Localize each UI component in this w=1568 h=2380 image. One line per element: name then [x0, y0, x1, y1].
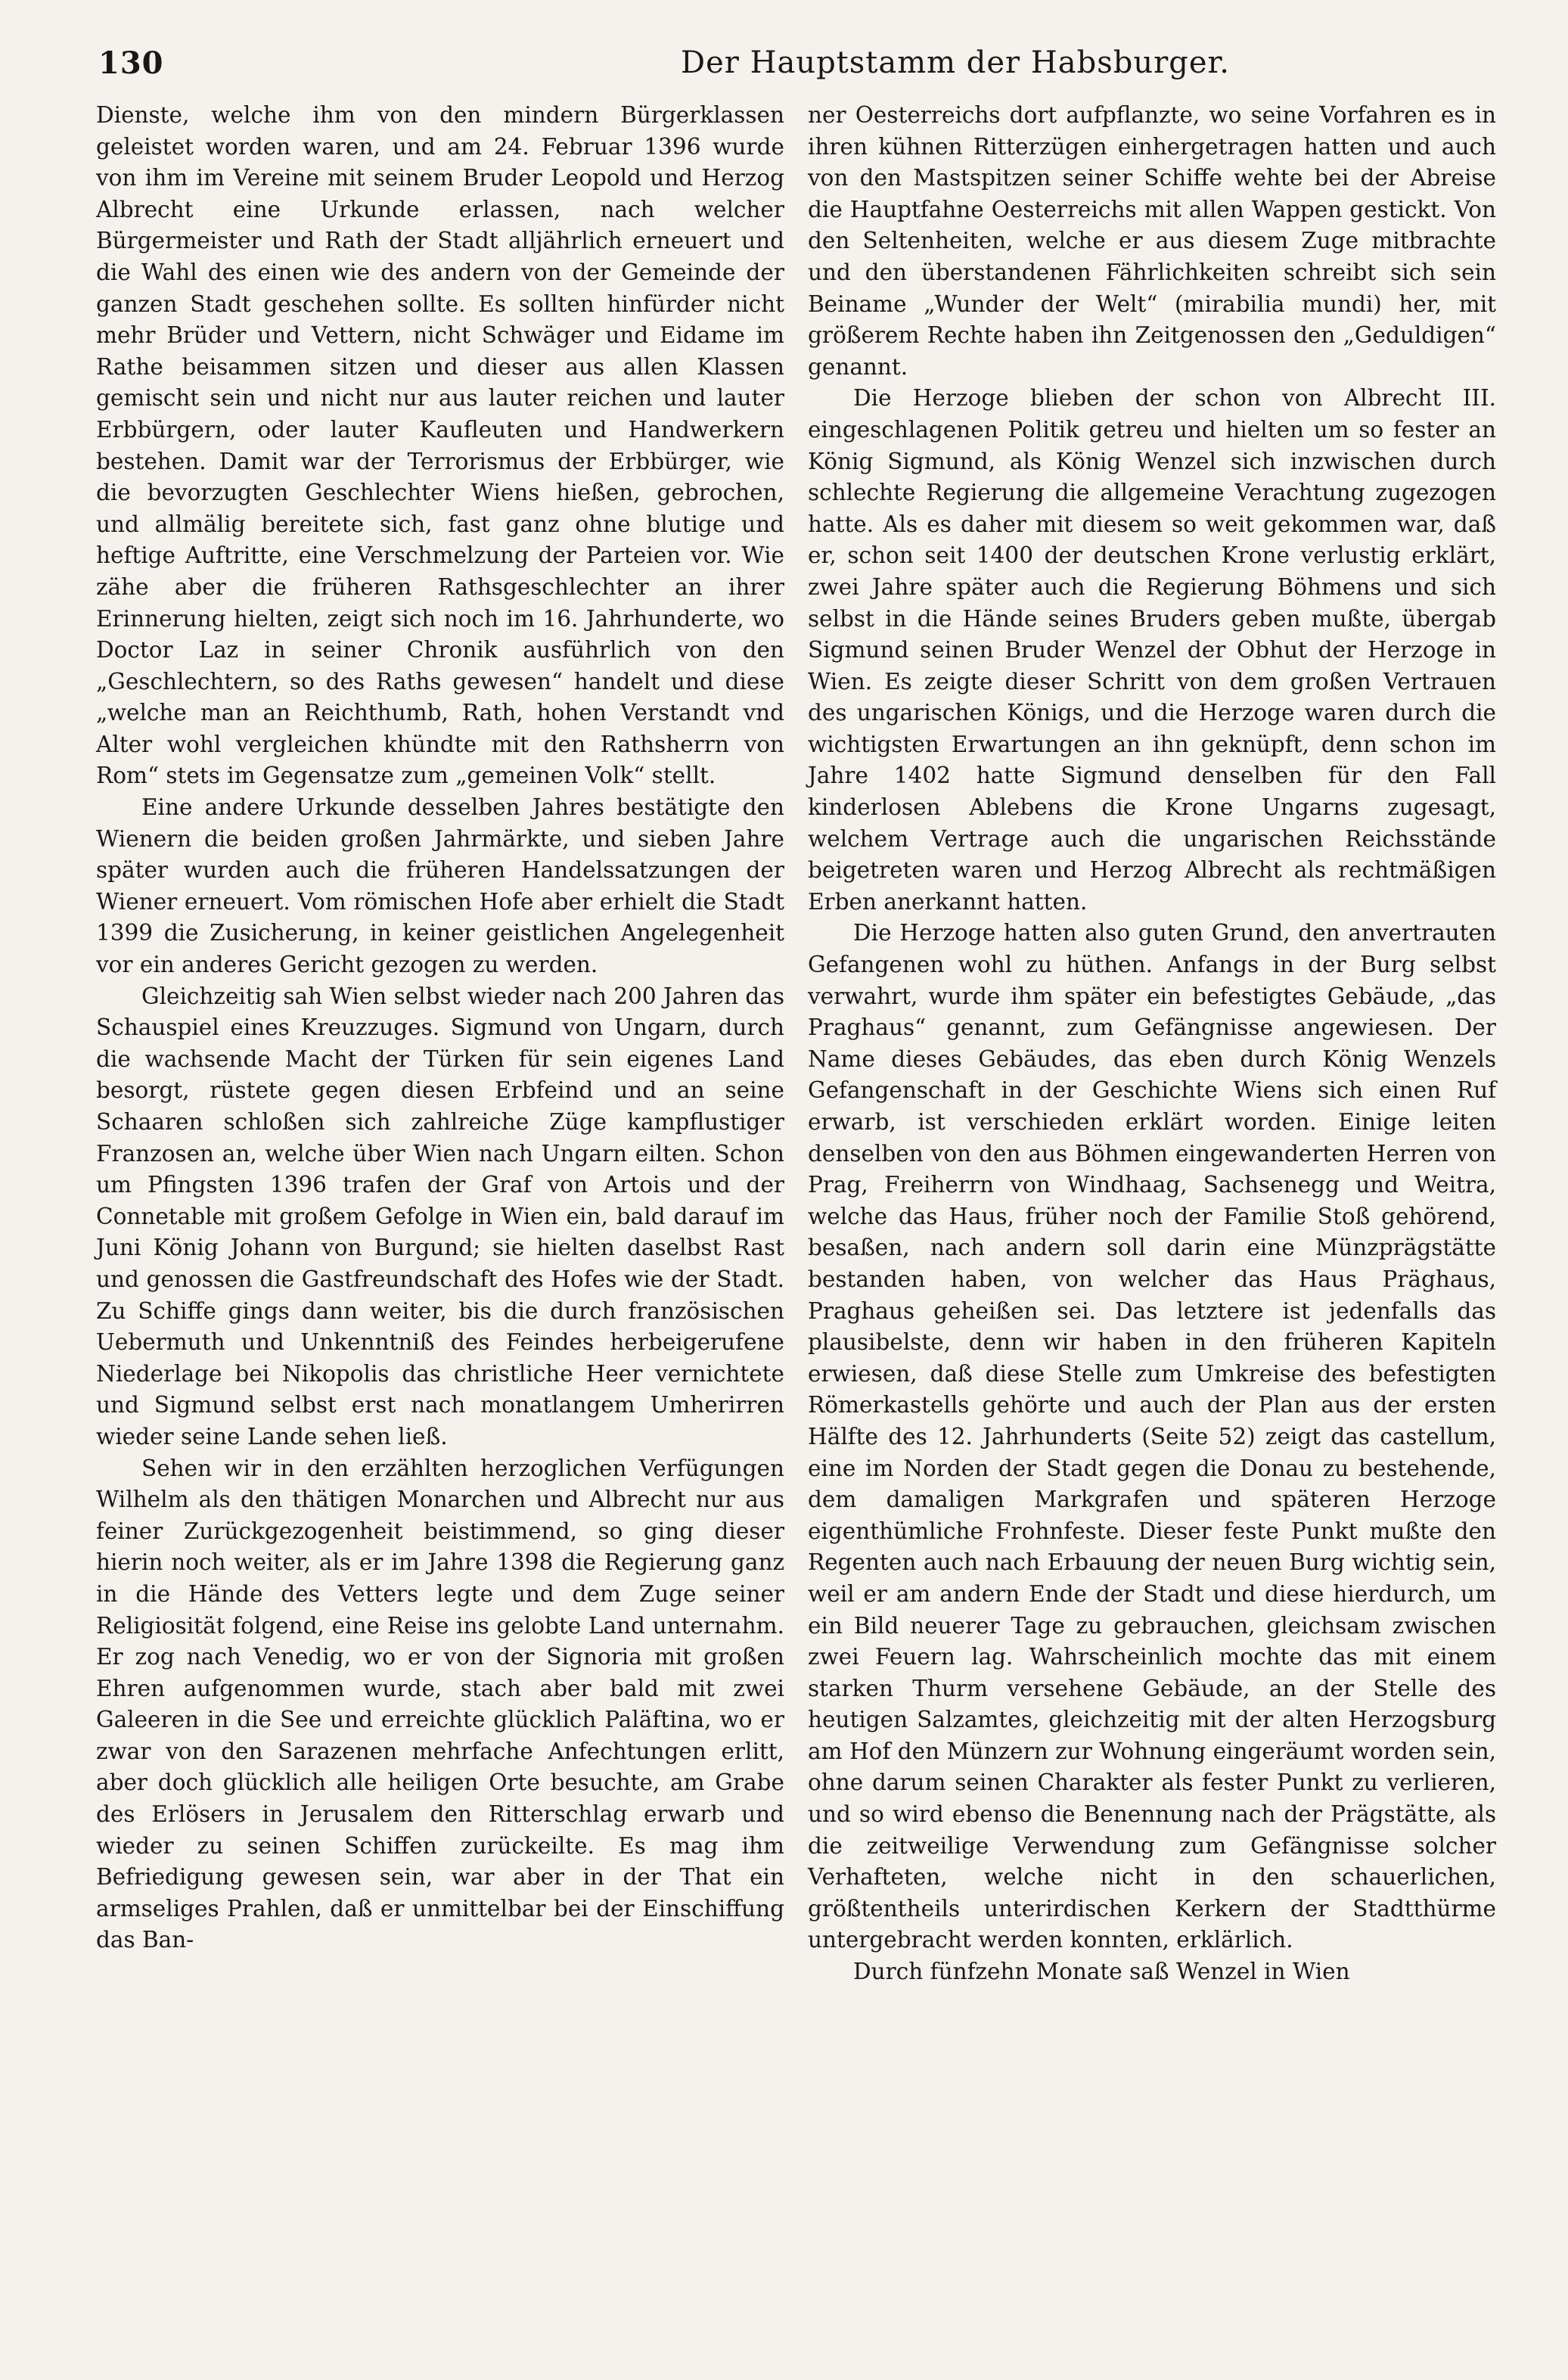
paragraph: Sehen wir in den erzählten herzoglichen Verfügungen Wilhelm als den thätigen Monarchen und Albrecht nur aus feiner Zurückgezogenheit beistimmend, so ging dieser hierin noch weiter, als er im Jahre 1398 die Regierung ganz in die Hände des Vetters legte und dem Zuge seiner Religiosität folgend, eine Reise ins gelobte Land unternahm. Er zog nach Venedig, wo er von der Signoria mit großen Ehren aufgenommen wurde, stach aber bald mit zwei Galeeren in die See und erreichte glücklich Paläftina, wo er zwar von den Sarazenen mehrfache Anfechtungen erlitt, aber doch glücklich alle heiligen Orte besuchte, am Grabe des Erlösers in Jerusalem den Ritterschlag erwarb und wieder zu seinen Schiffen zurückeilte. Es mag ihm Befriedigung gewesen sein, war aber in der That ein armseliges Prahlen, daß er unmittelbar bei der Einschiffung das Ban- [96, 1455, 784, 1953]
paragraph: ner Oesterreichs dort aufpflanzte, wo seine Vorfahren es in ihren kühnen Ritterzügen einhergetragen hatten und auch von den Mastspitzen seiner Schiffe wehte bei der Abreise die Hauptfahne Oesterreichs mit allen Wappen gestickt. Von den Seltenheiten, welche er aus diesem Zuge mitbrachte und den überstandenen Fährlichkeiten schreibt sich sein Beiname „Wunder der Welt“ (mirabilia mundi) her, mit größerem Rechte haben ihn Zeitgenossen den „Geduldigen“ genannt. [808, 102, 1496, 380]
paragraph: Dienste, welche ihm von den mindern Bürgerklassen geleistet worden waren, und am 24. Februar 1396 wurde von ihm im Vereine mit seinem Bruder Leopold und Herzog Albrecht eine Urkunde erlassen, nach welcher Bürgermeister und Rath der Stadt alljährlich erneuert und die Wahl des einen wie des andern von der Gemeinde der ganzen Stadt geschehen sollte. Es sollten hinfürder nicht mehr Brüder und Vettern, nicht Schwäger und Eidame im Rathe beisammen sitzen und dieser aus allen Klassen gemischt sein und nicht nur aus lauter reichen und lauter Erbbürgern, oder lauter Kaufleuten und Handwerkern bestehen. Damit war der Terrorismus der Erbbürger, wie die bevorzugten Geschlechter Wiens hießen, gebrochen, und allmälig bereitete sich, fast ganz ohne blutige und heftige Auftritte, eine Verschmelzung der Parteien vor. Wie zähe aber die früheren Rathsgeschlechter an ihrer Erinnerung hielten, zeigt sich noch im 16. Jahrhunderte, wo Doctor Laz in seiner Chronik ausführlich von den „Geschlechtern, so des Raths gewesen“ handelt und diese „welche man an Reichthumb, Rath, hohen Verstandt vnd Alter wohl vergleichen khündte mit den Rathsherrn von Rom“ stets im Gegensatze zum „gemeinen Volk“ stellt. [96, 102, 784, 789]
paragraph: Gleichzeitig sah Wien selbst wieder nach 200 Jahren das Schauspiel eines Kreuzzuges. Sigmund von Ungarn, durch die wachsende Macht der Türken für sein eigenes Land besorgt, rüstete gegen diesen Erbfeind und an seine Schaaren schloßen sich zahlreiche Züge kampflustiger Franzosen an, welche über Wien nach Ungarn eilten. Schon um Pfingsten 1396 trafen der Graf von Artois und der Connetable mit großem Gefolge in Wien ein, bald darauf im Juni König Johann von Burgund; sie hielten daselbst Rast und genossen die Gastfreundschaft des Hofes wie der Stadt. Zu Schiffe gings dann weiter, bis die durch französischen Uebermuth und Unkenntniß des Feindes herbeigerufene Niederlage bei Nikopolis das christliche Heer vernichtete und Sigmund selbst erst nach monatlangem Umherirren wieder seine Lande sehen ließ. [96, 983, 784, 1449]
running-title: Der Hauptstamm der Habsburger. [681, 45, 1230, 80]
paragraph: Eine andere Urkunde desselben Jahres bestätigte den Wienern die beiden großen Jahrmärkte, und sieben Jahre später wurden auch die früheren Handelssatzungen der Wiener erneuert. Vom römischen Hofe aber erhielt die Stadt 1399 die Zusicherung, in keiner geistlichen Angelegenheit vor ein anderes Gericht gezogen zu werden. [96, 794, 784, 978]
page-number: 130 [98, 45, 164, 81]
left-column [96, 100, 784, 1956]
paragraph: Die Herzoge blieben der schon von Albrecht III. eingeschlagenen Politik getreu und hielten um so fester an König Sigmund, als König Wenzel sich inzwischen durch schlechte Regierung die allgemeine Verachtung zugezogen hatte. Als es daher mit diesem so weit gekommen war, daß er, schon seit 1400 der deutschen Krone verlustig erklärt, zwei Jahre später auch die Regierung Böhmens und sich selbst in die Hände seines Bruders geben mußte, übergab Sigmund seinen Bruder Wenzel der Obhut der Herzoge in Wien. Es zeigte dieser Schritt von dem großen Vertrauen des ungarischen Königs, und die Herzoge waren durch die wichtigsten Erwartungen an ihn geknüpft, denn schon im Jahre 1402 hatte Sigmund denselben für den Fall kinderlosen Ablebens die Krone Ungarns zugesagt, welchem Vertrage auch die ungarischen Reichsstände beigetreten waren und Herzog Albrecht als rechtmäßigen Erben anerkannt hatten. [808, 385, 1496, 915]
paragraph: Die Herzoge hatten also guten Grund, den anvertrauten Gefangenen wohl zu hüthen. Anfangs in der Burg selbst verwahrt, wurde ihm später ein befestigtes Gebäude, „das Praghaus“ genannt, zum Gefängnisse angewiesen. Der Name dieses Gebäudes, das eben durch König Wenzels Gefangenschaft in der Geschichte Wiens sich einen Ruf erwarb, ist verschieden erklärt worden. Einige leiten denselben von den aus Böhmen eingewanderten Herren von Prag, Freiherrn von Windhaag, Sachsenegg und Weitra, welche das Haus, früher noch der Familie Stoß gehörend, besaßen, nach andern soll darin eine Münzprägstätte bestanden haben, von welcher das Haus Präghaus, Praghaus geheißen sei. Das letztere ist jedenfalls das plausibelste, denn wir haben in den früheren Kapiteln erwiesen, daß diese Stelle zum Umkreise des befestigten Römerkastells gehörte und auch der Plan aus der ersten Hälfte des 12. Jahrhunderts (Seite 52) zeigt das castellum, eine im Norden der Stadt gegen die Donau zu bestehende, dem damaligen Markgrafen und späteren Herzoge eigenthümliche Frohnfeste. Dieser feste Punkt mußte den Regenten auch nach Erbauung der neuen Burg wichtig sein, weil er am andern Ende der Stadt und diese hierdurch, um ein Bild neuerer Tage zu gebrauchen, gleichsam zwischen zwei Feuern lag. Wahrscheinlich mochte das mit einem starken Thurm versehene Gebäude, an der Stelle des heutigen Salzamtes, gleichzeitig mit der alten Herzogsburg am Hof den Münzern zur Wohnung eingeräumt worden sein, ohne darum seinen Charakter als fester Punkt zu verlieren, und so wird ebenso die Benennung nach der Prägstätte, als die zeitweilige Verwendung zum Gefängnisse solcher Verhafteten, welche nicht in den schauerlichen, größtentheils unterirdischen Kerkern der Stadtthürme untergebracht werden konnten, erklärlich. [808, 920, 1496, 1953]
right-column [808, 100, 1496, 1988]
paragraph: Durch fünfzehn Monate saß Wenzel in Wien [853, 1959, 1350, 1985]
page-header [98, 45, 1498, 83]
